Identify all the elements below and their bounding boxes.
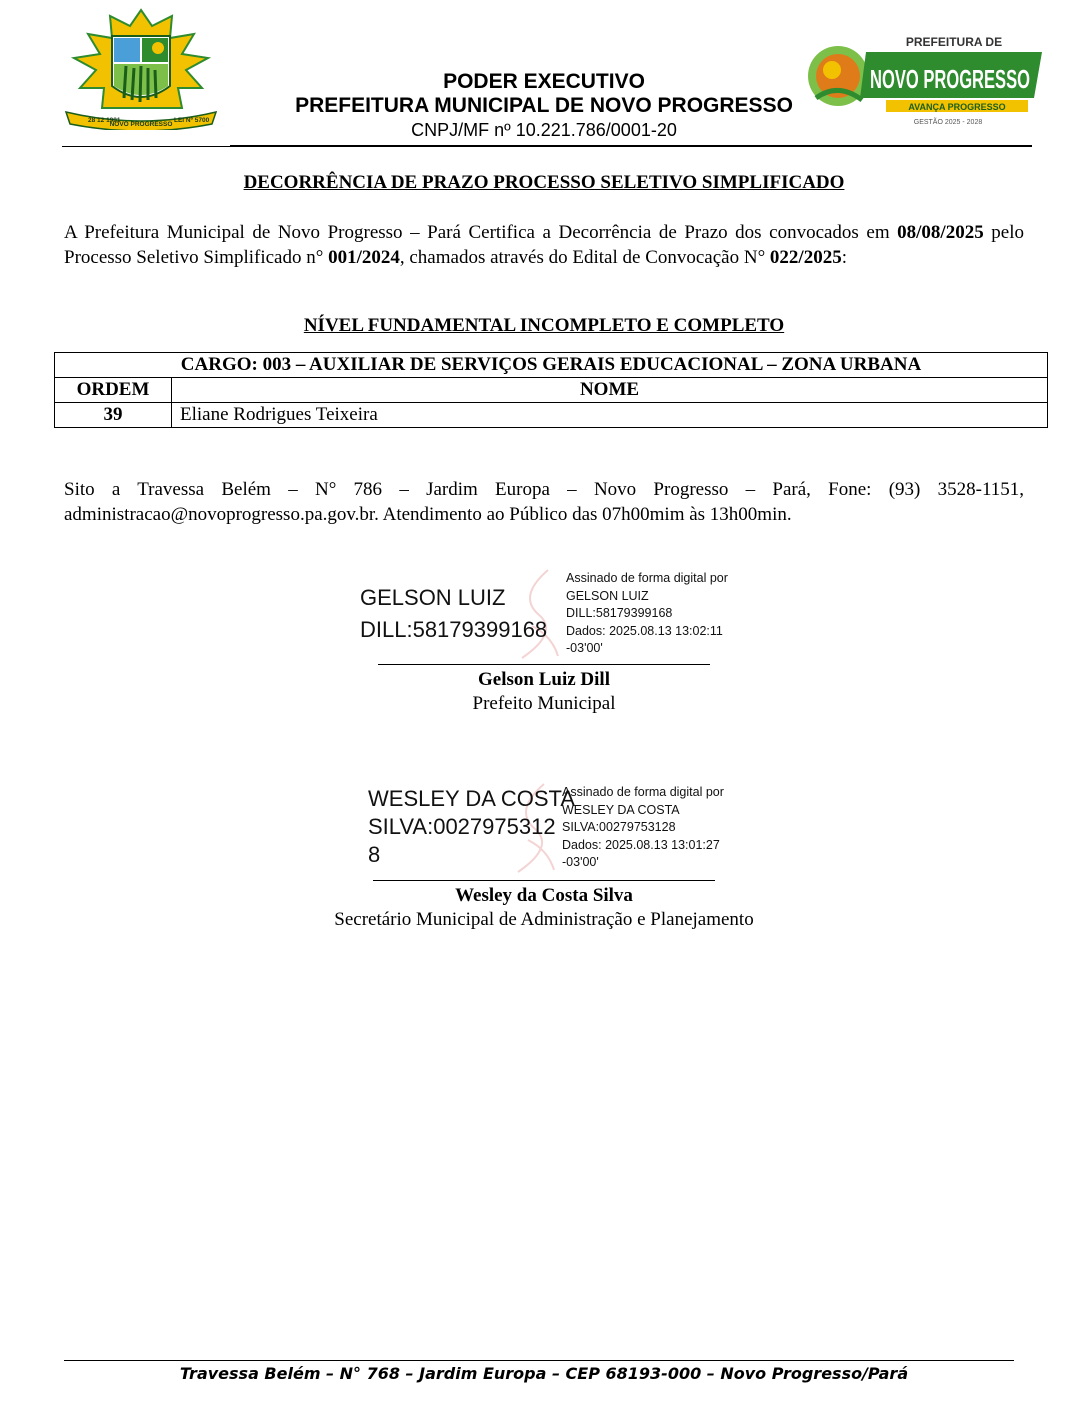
intro-date: 08/08/2025: [897, 222, 984, 243]
intro-process-number: 001/2024: [328, 246, 400, 268]
signature-1-stamp-line: DILL:58179399168: [566, 606, 673, 620]
intro-paragraph: [64, 221, 1024, 270]
signature-2-signer-name: [0, 885, 1088, 907]
footer-rule: [64, 1360, 1014, 1361]
intro-text-3: , chamados através do Edital de Convocação N°: [399, 246, 770, 268]
table-column-nome: NOME: [172, 378, 1048, 403]
intro-text-4: :: [841, 246, 847, 268]
brand-logo-term: GESTÃO 2025 - 2028: [913, 119, 983, 126]
footer-address: Travessa Belém – N° 768 – Jardim Europa – CEP 68193-000 – Novo Progresso/Pará: [179, 1364, 909, 1383]
signature-1-stamp-line: GELSON LUIZ: [566, 588, 649, 603]
convocation-table: [54, 352, 1048, 428]
prefeitura-brand-logo: [808, 32, 1044, 132]
crest-ribbon-right: LEI Nº 5700: [174, 117, 210, 124]
table-cargo-header: CARGO: 003 – AUXILIAR DE SERVIÇOS GERAIS EDUCACIONAL – ZONA URBANA: [55, 353, 1048, 378]
crest-ribbon-left: 28 12 1991: [88, 117, 121, 124]
signature-1-digital-stamp: [566, 570, 728, 658]
address-paragraph: Sito a Travessa Belém – N° 786 – Jardim Europa – Novo Progresso – Pará, Fone: (93) 3528-1151, administracao@novoprogresso.pa.gov.br. Atendimento ao Público das 07h00mim às 13h00min.: [64, 479, 1024, 525]
header-municipality: PREFEITURA MUNICIPAL DE NOVO PROGRESSO: [295, 94, 793, 117]
header-rule-thin: [62, 146, 230, 147]
header-cnpj: CNPJ/MF nº 10.221.786/0001-20: [411, 120, 677, 140]
signature-1-name-line-1: GELSON LUIZ: [360, 585, 506, 610]
signature-1-name: Gelson Luiz Dill: [478, 669, 610, 690]
signature-1-signer-name: [0, 669, 1088, 691]
document-title: DECORRÊNCIA DE PRAZO PROCESSO SELETIVO SIMPLIFICADO: [243, 172, 845, 193]
signature-2-stamp-line: SILVA:00279753128: [562, 820, 676, 834]
section-title: NÍVEL FUNDAMENTAL INCOMPLETO E COMPLETO: [303, 315, 785, 336]
intro-text-2: pelo Processo Seletivo Simplificado n°: [64, 222, 1024, 268]
signature-1-stamp-line: Assinado de forma digital por: [566, 571, 728, 585]
table-row: [55, 403, 1048, 428]
signature-2-stamp-line: -03'00': [562, 855, 599, 869]
signature-2-name-line-1: WESLEY DA COSTA: [368, 786, 576, 811]
signature-2-stamp-line: WESLEY DA COSTA: [562, 802, 680, 817]
signature-2-digital-stamp: [562, 784, 724, 872]
signature-1-signer-role: Prefeito Municipal: [472, 693, 616, 714]
header-power: PODER EXECUTIVO: [443, 70, 645, 93]
crest-ribbon-center: NOVO PROGRESSO: [109, 121, 173, 128]
table-cell-nome: Eliane Rodrigues Teixeira: [172, 403, 1048, 428]
intro-edital-number: 022/2025: [769, 246, 842, 268]
signature-2-signer-role: Secretário Municipal de Administração e Planejamento: [334, 909, 754, 930]
table-cell-ordem: 39: [55, 403, 172, 428]
table-column-ordem: ORDEM: [55, 378, 172, 403]
header-rule-thick: [230, 145, 1032, 147]
signature-2-stamp-line: Assinado de forma digital por: [562, 785, 724, 799]
signature-1-stamp-line: -03'00': [566, 641, 603, 655]
signature-2-name: Wesley da Costa Silva: [455, 885, 633, 906]
signature-1-stamp-line: Dados: 2025.08.13 13:02:11: [566, 623, 723, 638]
intro-text-1: A Prefeitura Municipal de Novo Progresso – Pará Certifica a Decorrência de Prazo dos convocados em: [64, 222, 898, 243]
signature-1-rule: [378, 664, 710, 665]
brand-logo-top: PREFEITURA DE: [905, 35, 1003, 49]
signature-2-name-line-3: 8: [368, 842, 381, 867]
signature-2-name-line-2: SILVA:0027975312: [368, 814, 556, 839]
brand-logo-main: NOVO PROGRESSO: [870, 64, 1030, 94]
signature-2-rule: [373, 880, 715, 881]
signature-2-stamp-line: Dados: 2025.08.13 13:01:27: [562, 837, 720, 852]
brand-logo-tagline: AVANÇA PROGRESSO: [908, 102, 1006, 112]
signature-1-name-line-2: DILL:58179399168: [360, 617, 548, 642]
